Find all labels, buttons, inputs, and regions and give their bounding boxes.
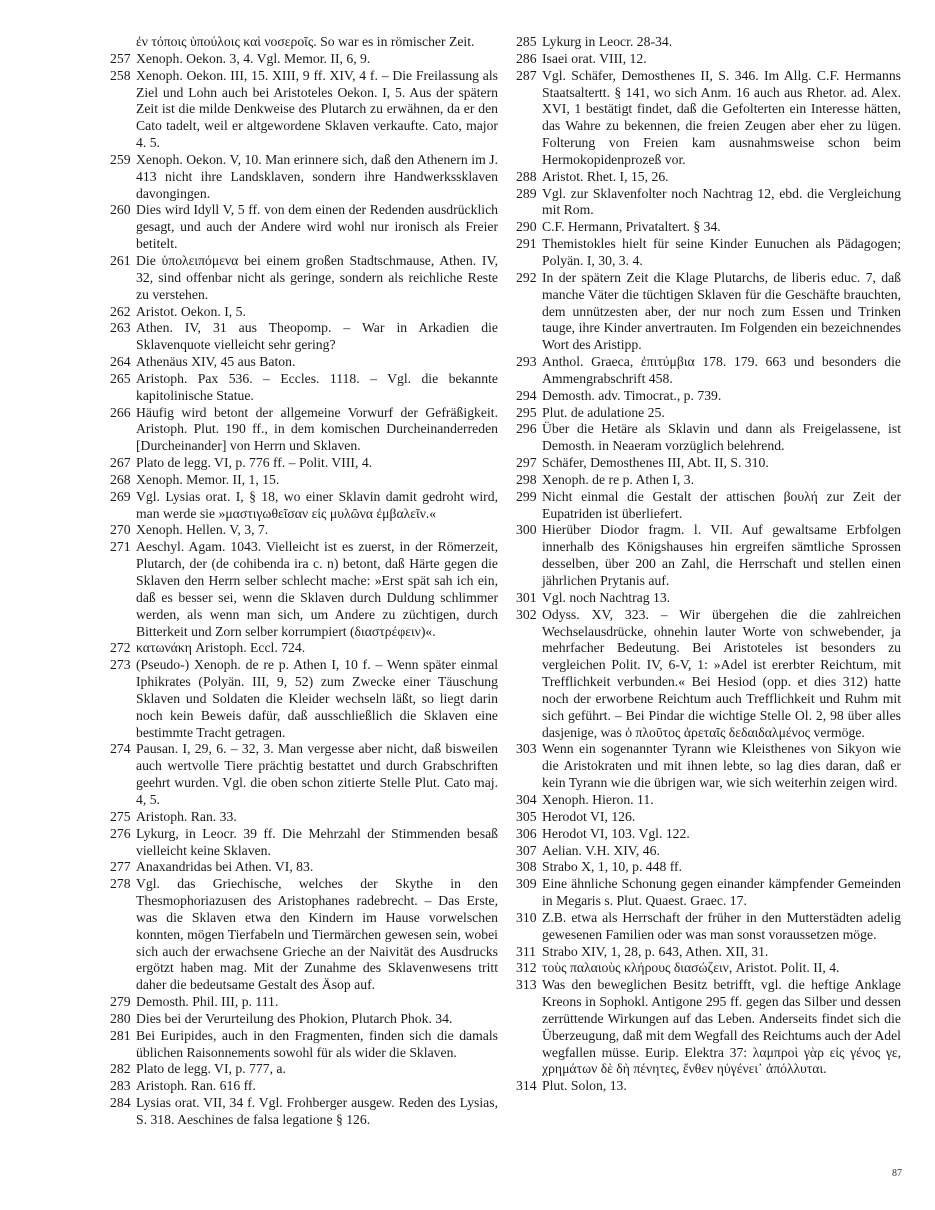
footnote-299 <box>516 489 901 523</box>
footnote-text: Plato de legg. VI, p. 776 ff. – Polit. VIII, 4. <box>136 455 373 471</box>
left-footnote-column <box>110 34 498 1129</box>
footnote-number: 261 <box>110 252 131 268</box>
footnote-305 <box>516 809 901 826</box>
footnote-number: 303 <box>516 741 537 757</box>
footnote-continuation <box>110 34 498 51</box>
footnote-number: 294 <box>516 387 537 403</box>
footnote-number: 296 <box>516 421 537 437</box>
footnote-number: 305 <box>516 808 537 824</box>
footnote-text: Pausan. I, 29, 6. – 32, 3. Man vergesse aber nicht, daß bisweilen auch wertvolle Tiere prächtig bestattet und durch Grabschriften geehrt wurden. Vgl. die oben schon zitierte Stelle Plut. Cato maj. 4, 5. <box>136 741 498 807</box>
footnote-number: 274 <box>110 741 131 757</box>
footnote-number: 284 <box>110 1095 131 1111</box>
footnote-259 <box>110 152 498 203</box>
footnote-number: 264 <box>110 354 131 370</box>
footnote-number: 299 <box>516 488 537 504</box>
footnote-number: 278 <box>110 876 131 892</box>
footnote-310 <box>516 910 901 944</box>
footnote-number: 267 <box>110 455 131 471</box>
footnote-text: Herodot VI, 103. Vgl. 122. <box>542 825 690 841</box>
footnote-text: ἐν τόποις ὑπούλοις καὶ νοσεροῖς. So war es in römischer Zeit. <box>136 34 475 49</box>
footnote-303 <box>516 741 901 792</box>
footnote-number: 287 <box>516 67 537 83</box>
footnote-number: 258 <box>110 67 131 83</box>
footnote-number: 307 <box>516 842 537 858</box>
footnote-number: 268 <box>110 471 131 487</box>
footnote-272 <box>110 640 498 657</box>
footnote-text: C.F. Hermann, Privataltert. § 34. <box>542 219 721 235</box>
footnote-text: Wenn ein sogenannter Tyrann wie Kleisthenes von Sikyon wie die Aristokraten und mit ihnen lebte, so lag dies daran, daß er kein Tyrann wie die übrigen war, wie sich weiterhin zeigen wird. <box>542 741 901 791</box>
footnote-text: Anthol. Graeca, ἐπιτύμβια 178. 179. 663 und besonders die Ammengrabschrift 458. <box>542 354 901 386</box>
footnote-number: 275 <box>110 808 131 824</box>
footnote-291 <box>516 236 901 270</box>
footnote-number: 260 <box>110 202 131 218</box>
footnote-265 <box>110 371 498 405</box>
footnote-text: Plut. de adulatione 25. <box>542 404 665 420</box>
footnote-number: 293 <box>516 354 537 370</box>
footnote-number: 279 <box>110 994 131 1010</box>
footnote-number: 257 <box>110 50 131 66</box>
footnote-text: Xenoph. Memor. II, 1, 15. <box>136 471 280 487</box>
footnote-274 <box>110 741 498 808</box>
footnote-287 <box>516 68 901 169</box>
footnote-number: 311 <box>516 943 537 959</box>
footnote-number: 281 <box>110 1027 131 1043</box>
footnote-307 <box>516 843 901 860</box>
footnote-number: 308 <box>516 859 537 875</box>
footnote-267 <box>110 455 498 472</box>
footnote-number: 297 <box>516 455 537 471</box>
footnote-text: Xenoph. Oekon. III, 15. XIII, 9 ff. XIV, 4 f. – Die Freilassung als Ziel und Lohn auch bei Aristoteles Oekon. I, 5. Aus der spätern Zeit ist die milde Denkweise des Plutarch zu erwähnen, da er den Cato tadelt, weil er altgewordene Sklaven verkaufte. Cato, major 4. 5. <box>136 67 498 151</box>
footnote-text: Vgl. Schäfer, Demosthenes II, S. 346. Im Allg. C.F. Hermanns Staatsaltertt. § 141, wo sich Anm. 16 auch aus Rhetor. ad. Alex. XVI, 1 bestätigt findet, daß die Gefolterten ein Interesse hätten, das Wahre zu bekennen, die freien Zeugen aber eher zu lügen. Folterung von Freien kam ausnahmsweise schon beim Hermokopidenprozeß vor. <box>542 67 901 167</box>
footnote-text: Plut. Solon, 13. <box>542 1078 627 1094</box>
footnote-289 <box>516 186 901 220</box>
footnote-text: Lykurg, in Leocr. 39 ff. Die Mehrzahl der Stimmenden besaß vielleicht keine Sklaven. <box>136 825 498 858</box>
footnote-313 <box>516 977 901 1078</box>
footnote-number: 283 <box>110 1078 131 1094</box>
footnote-text: Aristoph. Ran. 33. <box>136 808 237 824</box>
footnote-number: 309 <box>516 876 537 892</box>
footnote-number: 259 <box>110 151 131 167</box>
footnote-text: Odyss. XV, 323. – Wir übergehen die die zahlreichen Wechselausdrücke, ohnehin lauter Worte von schwebender, ja mehrfacher Bedeutung. Bei Aristoteles ist besonders zu vergleichen Polit. IV, 6-V, 1: »Adel ist ererbter Reichtum, mit Trefflichkeit verbunden.« Bei Hesiod (opp. et dies 312) hatte noch der erworbene Reichtum auch Trefflichkeit und Ruhm mit sich geführt. – Bei Pindar die wichtige Stelle Ol. 2, 98 über alles dasjenige, was ὁ πλοῦτος ἀρεταῖς δεδαιδαλμένος vermöge. <box>542 606 901 740</box>
footnote-text: Über die Hetäre als Sklavin und dann als Freigelassene, ist Demosth. in Neaeram vorzüglich belehrend. <box>542 421 901 454</box>
footnote-text: Was den beweglichen Besitz betrifft, vgl. die heftige Anklage Kreons in Sophokl. Antigone 295 ff. gegen das Silber und dessen zerrüttende Wirkungen auf das Leben. Anderseits findet sich die Überzeugung, daß mit dem Wegfall des Reichtums auch der Adel wegfallen müsse. Eurip. Elektra 37: λαμπροὶ γὰρ εἰς γένος γε, χρημάτων δὲ δὴ πένητες, ἔνθεν ηὑγένει᾿ ἀπόλλυται. <box>542 977 901 1077</box>
footnote-number: 290 <box>516 219 537 235</box>
footnote-262 <box>110 304 498 321</box>
right-footnote-column <box>516 34 901 1095</box>
footnote-309 <box>516 876 901 910</box>
footnote-text: Bei Euripides, auch in den Fragmenten, finden sich die damals üblichen Raisonnements sowohl für als wider die Sklaven. <box>136 1027 498 1060</box>
footnote-text: Nicht einmal die Gestalt der attischen βουλή zur Zeit der Eupatriden ist überliefert. <box>542 488 901 521</box>
footnote-number: 302 <box>516 606 537 622</box>
footnote-number: 276 <box>110 825 131 841</box>
footnote-263 <box>110 320 498 354</box>
footnote-text: (Pseudo-) Xenoph. de re p. Athen I, 10 f. – Wenn später einmal Iphikrates (Polyän. III, 9, 52) zum Zwecke einer Täuschung Sklaven und Soldaten die Kleider wechseln läßt, so liegt darin noch kein Beweis dafür, daß ausschließlich die Sklaven eine bestimmte Tracht getragen. <box>136 657 498 740</box>
footnote-number: 301 <box>516 589 537 605</box>
footnote-306 <box>516 826 901 843</box>
footnote-text: Aristot. Oekon. I, 5. <box>136 303 246 319</box>
footnote-text: Athenäus XIV, 45 aus Baton. <box>136 354 296 370</box>
footnote-text: Xenoph. Oekon. 3, 4. Vgl. Memor. II, 6, 9. <box>136 50 371 66</box>
footnote-number: 269 <box>110 488 131 504</box>
footnote-text: Vgl. das Griechische, welches der Skythe in den Thesmophoriazusen des Aristophanes radebrecht. – Das Erste, was die Sklaven etwa den Kindern im Hause vorwelschen konnten, mögen Tierfabeln und Tiermärchen gewesen sein, wobei sich auch der erwachsene Grieche an der Naivität des Ausdrucks ergötzt haben mag. Mit der Zunahme des Sklavenwesens tritt daher die bedeutsame Gestalt des Äsop auf. <box>136 876 498 993</box>
footnote-number: 272 <box>110 640 131 656</box>
footnote-296 <box>516 421 901 455</box>
footnote-text: Vgl. zur Sklavenfolter noch Nachtrag 12, ebd. die Vergleichung mit Rom. <box>542 185 901 218</box>
footnote-text: In der spätern Zeit die Klage Plutarchs, de liberis educ. 7, daß manche Väter die tüchtigen Sklaven für die Geschäfte brauchten, dem unnützesten aber, der nur noch zum Essen und Trinken tauge, ihre Kinder anvertrauten. Im Folgenden ein bezeichnendes Wort des Aristipp. <box>542 269 901 353</box>
footnote-text: Aristot. Rhet. I, 15, 26. <box>542 168 669 184</box>
footnote-text: Dies bei der Verurteilung des Phokion, Plutarch Phok. 34. <box>136 1010 453 1026</box>
footnote-text: Xenoph. Hieron. 11. <box>542 791 654 807</box>
footnote-number: 271 <box>110 539 131 555</box>
footnote-264 <box>110 354 498 371</box>
footnote-279 <box>110 994 498 1011</box>
footnote-text: Hierüber Diodor fragm. l. VII. Auf gewaltsame Erbfolgen innerhalb des Königshauses hin ergreifen sämtliche Sprossen desselben, über 200 an Zahl, die Herrschaft und stellen einen jährlichen Prytanis auf. <box>542 522 901 588</box>
footnote-text: Lykurg in Leocr. 28-34. <box>542 34 673 49</box>
footnote-276 <box>110 826 498 860</box>
footnote-number: 310 <box>516 909 537 925</box>
footnote-text: Aristoph. Pax 536. – Eccles. 1118. – Vgl. die bekannte kapitolinische Statue. <box>136 370 498 403</box>
footnote-269 <box>110 489 498 523</box>
footnote-258 <box>110 68 498 152</box>
footnote-283 <box>110 1078 498 1095</box>
footnote-285 <box>516 34 901 51</box>
footnote-number: 288 <box>516 168 537 184</box>
footnote-text: Xenoph. Hellen. V, 3, 7. <box>136 522 269 538</box>
footnote-number: 282 <box>110 1061 131 1077</box>
footnote-294 <box>516 388 901 405</box>
footnote-282 <box>110 1061 498 1078</box>
footnote-text: Demosth. adv. Timocrat., p. 739. <box>542 387 722 403</box>
footnote-text: κατωνάκη Aristoph. Eccl. 724. <box>136 640 306 656</box>
footnote-280 <box>110 1011 498 1028</box>
footnote-text: Aeschyl. Agam. 1043. Vielleicht ist es zuerst, in der Römerzeit, Plutarch, der (de cohibenda ira c. n) betont, daß Härte gegen die Sklaven den Herrn selber schlecht mache: »Erst spät sah ich ein, daß es besser sei, wenn die Sklaven durch Duldung schlimmer werden, als wenn man sich, um Andere zu züchtigen, durch Bitterkeit und Zorn selber korrumpiert (διαστρέφειν)«. <box>136 539 498 639</box>
footnote-number: 266 <box>110 404 131 420</box>
footnote-number: 312 <box>516 960 537 976</box>
footnote-298 <box>516 472 901 489</box>
footnote-text: Xenoph. Oekon. V, 10. Man erinnere sich, daß den Athenern im J. 413 nicht ihre Landsklaven, sondern ihre Handwerkssklaven davongingen. <box>136 151 498 201</box>
footnote-312 <box>516 960 901 977</box>
footnote-text: τοὺς παλαιοὺς κλήρους διασώζειν, Aristot. Polit. II, 4. <box>542 960 840 976</box>
footnote-text: Herodot VI, 126. <box>542 808 636 824</box>
footnote-text: Dies wird Idyll V, 5 ff. von dem einen der Redenden ausdrücklich gesagt, und auch der Andere wird wohl nur ironisch als Freier betitelt. <box>136 202 498 252</box>
footnote-number: 295 <box>516 404 537 420</box>
footnote-text: Strabo XIV, 1, 28, p. 643, Athen. XII, 31. <box>542 943 769 959</box>
footnote-288 <box>516 169 901 186</box>
footnote-text: Eine ähnliche Schonung gegen einander kämpfender Gemeinden in Megaris s. Plut. Quaest. Graec. 17. <box>542 876 901 909</box>
footnote-number: 263 <box>110 320 131 336</box>
footnote-number: 304 <box>516 791 537 807</box>
footnote-number: 298 <box>516 471 537 487</box>
footnote-text: Vgl. noch Nachtrag 13. <box>542 589 671 605</box>
footnote-number: 306 <box>516 825 537 841</box>
footnote-number: 285 <box>516 34 537 49</box>
footnote-292 <box>516 270 901 354</box>
footnote-268 <box>110 472 498 489</box>
footnote-text: Isaei orat. VIII, 12. <box>542 50 647 66</box>
footnote-text: Aristoph. Ran. 616 ff. <box>136 1078 256 1094</box>
footnote-text: Die ὑπολειπόμενα bei einem großen Stadtschmause, Athen. IV, 32, sind offenbar nicht als geringe, sondern als reichliche Reste zu verstehen. <box>136 252 498 302</box>
footnote-number: 314 <box>516 1078 537 1094</box>
footnote-text: Strabo X, 1, 10, p. 448 ff. <box>542 859 683 875</box>
footnote-number: 291 <box>516 236 537 252</box>
footnote-311 <box>516 944 901 961</box>
footnote-261 <box>110 253 498 304</box>
footnote-314 <box>516 1078 901 1095</box>
footnote-text: Plato de legg. VI, p. 777, a. <box>136 1061 286 1077</box>
footnote-text: Lysias orat. VII, 34 f. Vgl. Frohberger ausgew. Reden des Lysias, S. 318. Aeschines de falsa legatione § 126. <box>136 1095 498 1127</box>
footnote-266 <box>110 405 498 456</box>
footnote-number: 289 <box>516 185 537 201</box>
page-number: 87 <box>892 1168 902 1179</box>
footnote-number: 277 <box>110 859 131 875</box>
footnote-284 <box>110 1095 498 1129</box>
footnote-text: Schäfer, Demosthenes III, Abt. II, S. 310. <box>542 455 769 471</box>
footnote-275 <box>110 809 498 826</box>
footnote-293 <box>516 354 901 388</box>
footnote-text: Themistokles hielt für seine Kinder Eunuchen als Pädagogen; Polyän. I, 30, 3. 4. <box>542 236 901 268</box>
footnote-281 <box>110 1028 498 1062</box>
footnote-271 <box>110 539 498 640</box>
footnote-text: Xenoph. de re p. Athen I, 3. <box>542 471 695 487</box>
footnote-295 <box>516 405 901 422</box>
footnote-260 <box>110 202 498 253</box>
footnote-text: Aelian. V.H. XIV, 46. <box>542 842 660 858</box>
footnote-text: Anaxandridas bei Athen. VI, 83. <box>136 859 314 875</box>
footnote-number: 262 <box>110 303 131 319</box>
footnote-257 <box>110 51 498 68</box>
footnote-297 <box>516 455 901 472</box>
footnote-300 <box>516 522 901 589</box>
footnote-304 <box>516 792 901 809</box>
footnote-286 <box>516 51 901 68</box>
footnote-number: 280 <box>110 1010 131 1026</box>
footnote-278 <box>110 876 498 994</box>
footnote-277 <box>110 859 498 876</box>
footnote-273 <box>110 657 498 741</box>
footnote-308 <box>516 859 901 876</box>
footnote-text: Häufig wird betont der allgemeine Vorwurf der Gefräßigkeit. Aristoph. Plut. 190 ff., in dem komischen Durcheinanderreden [Durcheinander] von Herrn und Sklaven. <box>136 404 498 454</box>
footnote-number: 270 <box>110 522 131 538</box>
footnote-text: Vgl. Lysias orat. I, § 18, wo einer Sklavin damit gedroht wird, man werde sie »μαστιγωθεῖσαν εἰς μυλῶνα ἐμβαλεῖν.« <box>136 488 498 521</box>
footnote-text: Demosth. Phil. III, p. 111. <box>136 994 279 1010</box>
footnote-number: 286 <box>516 50 537 66</box>
footnote-text: Athen. IV, 31 aus Theopomp. – War in Arkadien die Sklavenquote vielleicht sehr gering? <box>136 320 498 353</box>
footnote-270 <box>110 522 498 539</box>
footnote-number: 292 <box>516 269 537 285</box>
footnote-number: 273 <box>110 657 131 673</box>
footnote-number: 265 <box>110 370 131 386</box>
footnote-text: Z.B. etwa als Herrschaft der früher in den Mutterstädten adelig gewesenen Familien oder was man sonst voraussetzen möge. <box>542 909 901 942</box>
footnote-302 <box>516 607 901 742</box>
footnote-number: 313 <box>516 977 537 993</box>
footnote-290 <box>516 219 901 236</box>
footnote-301 <box>516 590 901 607</box>
footnote-number: 300 <box>516 522 537 538</box>
